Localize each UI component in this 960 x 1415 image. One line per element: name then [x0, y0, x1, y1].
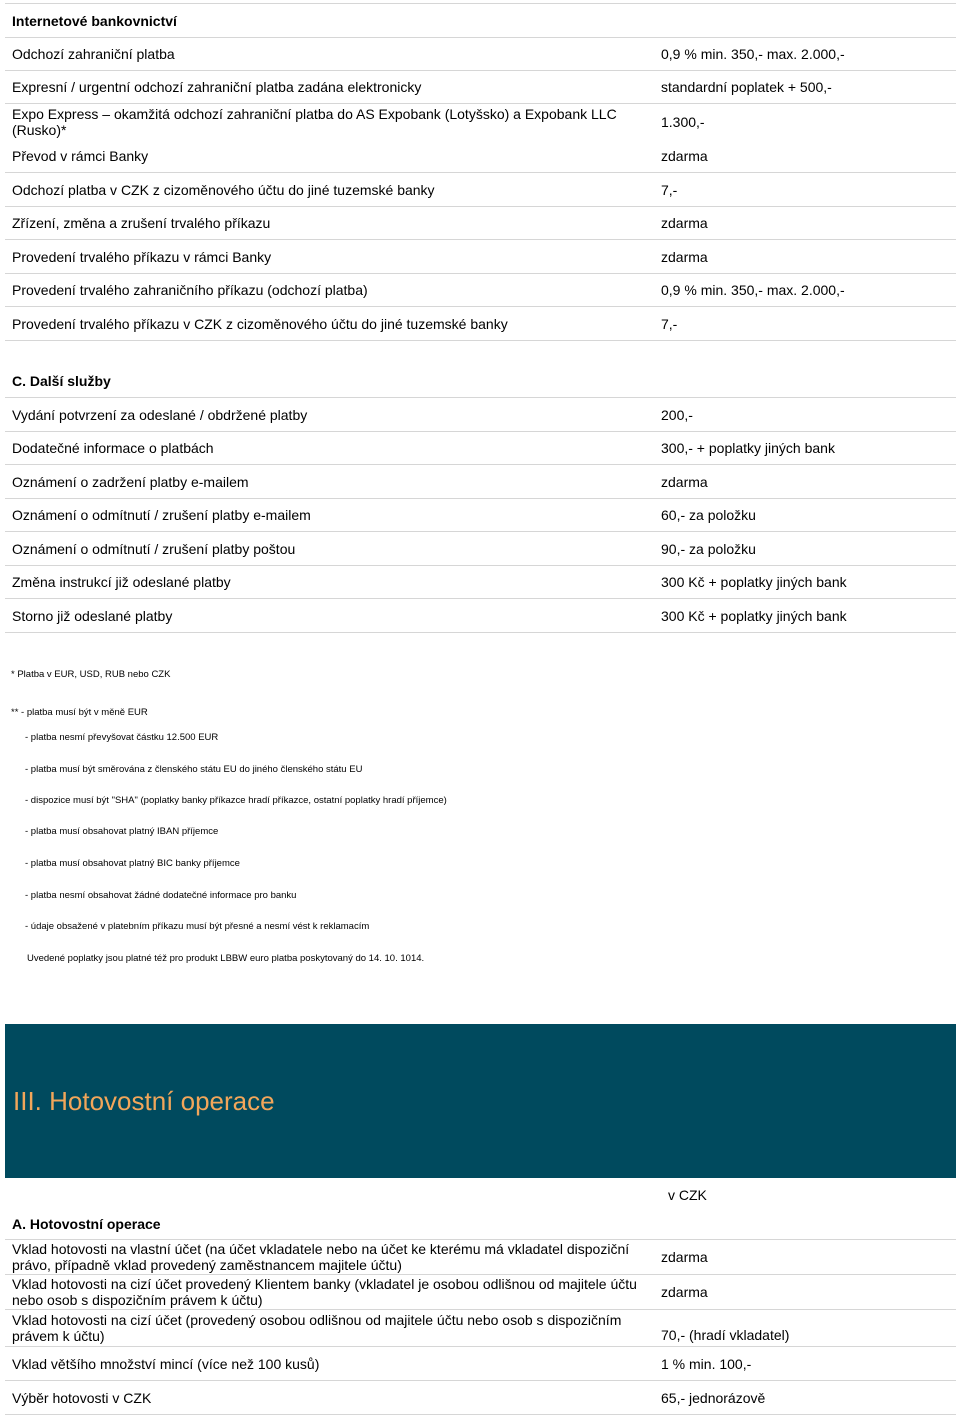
table-row — [5, 566, 956, 599]
table-row — [5, 240, 956, 274]
row-value: zdarma — [661, 473, 708, 490]
row-label: Vklad hotovosti na cizí účet provedený Klientem banky (vkladatel je osobou odlišnou od majitele účtu nebo osob s dispozičním právem k účtu) — [12, 1276, 637, 1308]
table-row — [5, 1240, 956, 1275]
row-label: Provedení trvalého zahraničního příkazu (odchozí platba) — [12, 282, 368, 298]
row-label: Oznámení o odmítnutí / zrušení platby poštou — [12, 540, 296, 557]
row-value: 60,- za položku — [661, 507, 756, 523]
row-label: Oznámení o zadržení platby e-mailem — [12, 473, 249, 490]
row-label: Odchozí platba v CZK z cizoměnového účtu do jiné tuzemské banky — [12, 181, 435, 198]
row-label: Zřízení, změna a zrušení trvalého příkazu — [12, 215, 271, 231]
row-label: Změna instrukcí již odeslané platby — [12, 574, 231, 590]
table-row — [5, 398, 956, 432]
row-label: Provedení trvalého příkazu v CZK z cizoměnového účtu do jiné tuzemské banky — [12, 315, 508, 332]
row-value: 70,- (hradí vkladatel) — [661, 1327, 790, 1343]
footnote: - platba musí být směrována z členského státu EU do jiného členského státu EU — [25, 764, 363, 775]
other-services-table — [5, 365, 956, 633]
table-row — [5, 1381, 956, 1415]
row-label: Vklad hotovosti na vlastní účet (na účet vkladatele nebo na účet ke kterému má vkladatel dispoziční právo, případně vklad provedený zaměstnancem majitele účtu) — [12, 1241, 630, 1273]
table-row — [5, 599, 956, 633]
section-heading-row — [5, 4, 956, 38]
footnote: - údaje obsažené v platebním příkazu musí být přesné a nesmí vést k reklamacím — [25, 921, 370, 932]
row-value: 1 % min. 100,- — [661, 1355, 752, 1372]
row-value: zdarma — [661, 148, 708, 164]
row-value: 0,9 % min. 350,- max. 2.000,- — [661, 46, 845, 62]
row-value: zdarma — [661, 215, 708, 231]
row-value: 200,- — [661, 406, 693, 423]
row-label: Vklad většího množství mincí (více než 100 kusů) — [12, 1355, 320, 1372]
row-value: standardní poplatek + 500,- — [661, 79, 832, 95]
row-value: 300 Kč + poplatky jiných bank — [661, 607, 847, 624]
footnote: - platba nesmí převyšovat částku 12.500 EUR — [25, 732, 219, 743]
footnote: * Platba v EUR, USD, RUB nebo CZK — [11, 669, 171, 680]
footnote: Uvedené poplatky jsou platné též pro produkt LBBW euro platba poskytovaný do 14. 10. 1014. — [27, 953, 425, 964]
row-value: 7,- — [661, 181, 678, 198]
row-label: Výběr hotovosti v CZK — [12, 1389, 152, 1406]
row-label: Storno již odeslané platby — [12, 607, 173, 624]
section-heading-row — [5, 1209, 956, 1240]
row-label: Provedení trvalého příkazu v rámci Banky — [12, 248, 272, 265]
table-row — [5, 1275, 956, 1310]
internet-banking-table — [5, 3, 956, 341]
footnote: - platba musí obsahovat platný IBAN příjemce — [25, 826, 219, 837]
table-row — [5, 465, 956, 499]
row-label: Odchozí zahraniční platba — [12, 46, 175, 62]
row-label: Expresní / urgentní odchozí zahraniční platba zadána elektronicky — [12, 79, 422, 95]
row-label: Vydání potvrzení za odeslané / obdržené platby — [12, 406, 308, 423]
row-label: Převod v rámci Banky — [12, 148, 149, 164]
table-row — [5, 140, 956, 173]
row-label: Dodatečné informace o platbách — [12, 440, 214, 456]
row-value: 0,9 % min. 350,- max. 2.000,- — [661, 282, 845, 298]
row-label: Oznámení o odmítnutí / zrušení platby e-mailem — [12, 507, 311, 523]
table-row — [5, 432, 956, 465]
section-heading: C. Další služby — [12, 373, 111, 389]
section-banner — [5, 1024, 956, 1178]
table-row — [5, 1310, 956, 1347]
row-value: 300,- + poplatky jiných bank — [661, 440, 835, 456]
row-value: 1.300,- — [661, 114, 705, 130]
row-value: 300 Kč + poplatky jiných bank — [661, 574, 847, 590]
table-row — [5, 499, 956, 532]
currency-row — [5, 1181, 956, 1209]
row-value: 7,- — [661, 315, 678, 332]
footnote: - dispozice musí být "SHA" (poplatky banky příkazce hradí příkazce, ostatní poplatky hradí příjemce) — [25, 795, 447, 806]
row-value: zdarma — [661, 1249, 708, 1265]
table-row — [5, 307, 956, 341]
table-row — [5, 38, 956, 71]
footnote: - platba nesmí obsahovat žádné dodatečné informace pro banku — [25, 890, 297, 901]
banner-title: III. Hotovostní operace — [13, 1086, 275, 1116]
currency-label: v CZK — [668, 1187, 707, 1203]
table-row — [5, 274, 956, 307]
table-row — [5, 1347, 956, 1381]
section-heading: A. Hotovostní operace — [12, 1216, 161, 1232]
table-row — [5, 173, 956, 207]
table-row — [5, 104, 956, 140]
row-value: 90,- za položku — [661, 540, 756, 557]
row-label: Vklad hotovosti na cizí účet (provedený osobou odlišnou od majitele účtu nebo osob s dispozičním právem k účtu) — [12, 1312, 622, 1344]
section-heading-row — [5, 365, 956, 398]
footnote: ** - platba musí být v měně EUR — [11, 707, 148, 718]
row-value: zdarma — [661, 1284, 708, 1300]
table-row — [5, 532, 956, 566]
table-row — [5, 71, 956, 104]
cash-operations-table — [5, 1181, 956, 1415]
row-value: 65,- jednorázově — [661, 1389, 766, 1406]
section-heading: Internetové bankovnictví — [12, 12, 177, 29]
row-value: zdarma — [661, 248, 708, 265]
footnote: - platba musí obsahovat platný BIC banky příjemce — [25, 858, 240, 869]
table-row — [5, 207, 956, 240]
row-label: Expo Express – okamžitá odchozí zahraniční platba do AS Expobank (Lotyšsko) a Expobank LLC (Rusko)* — [12, 106, 617, 138]
